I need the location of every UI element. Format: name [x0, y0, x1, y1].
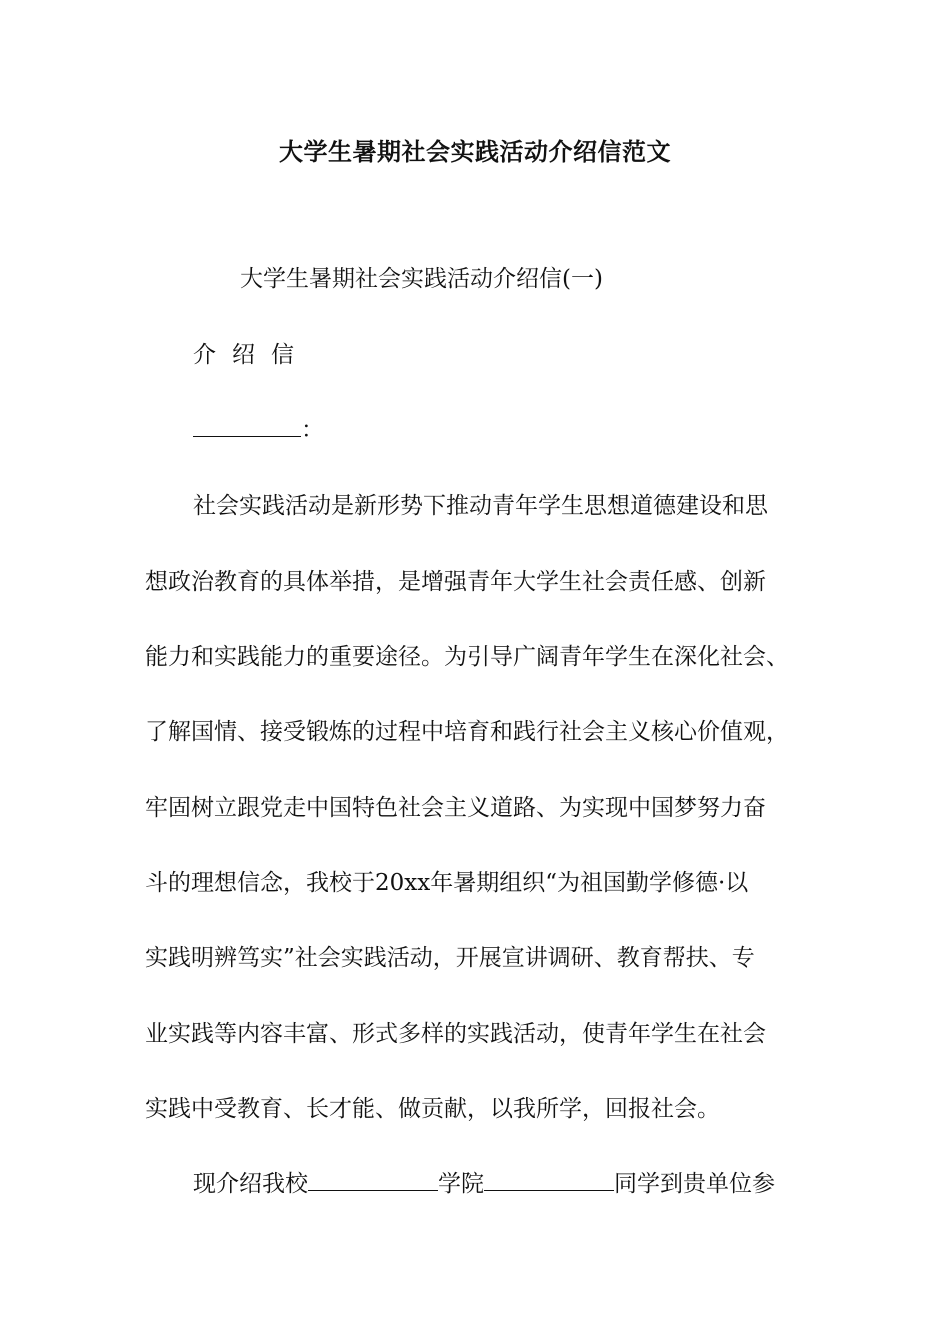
document-title: 大学生暑期社会实践活动介绍信范文 [279, 137, 671, 166]
paragraph1-line: 能力和实践能力的重要途径。为引导广阔青年学生在深化社会、 [145, 644, 789, 670]
paragraph2-line [193, 1165, 775, 1198]
paragraph1-line: 业实践等内容丰富、形式多样的实践活动，使青年学生在社会 [145, 1021, 766, 1047]
paragraph1-line: 实践中受教育、长才能、做贡献，以我所学，回报社会。 [145, 1096, 720, 1122]
recipient-blank [193, 414, 301, 437]
college-blank [308, 1168, 438, 1191]
paragraph1-line: 想政治教育的具体举措，是增强青年大学生社会责任感、创新 [145, 569, 766, 595]
paragraph1-line: 实践明辨笃实”社会实践活动，开展宣讲调研、教育帮扶、专 [145, 945, 755, 971]
college-label: 学院 [438, 1171, 484, 1197]
paragraph1-line: 社会实践活动是新形势下推动青年学生思想道德建设和思 [193, 493, 768, 519]
intro-text: 现介绍我校 [193, 1171, 308, 1197]
student-blank [484, 1168, 614, 1191]
paragraph1-line: 牢固树立跟党走中国特色社会主义道路、为实现中国梦努力奋 [145, 795, 766, 821]
salutation-colon: ： [301, 417, 324, 443]
paragraph1-line: 了解国情、接受锻炼的过程中培育和践行社会主义核心价值观， [145, 719, 789, 745]
salutation-line [193, 411, 324, 444]
paragraph1-line: 斗的理想信念，我校于20xx年暑期组织“为祖国勤学修德·以 [145, 870, 749, 896]
letter-subtitle: 大学生暑期社会实践活动介绍信(一) [240, 266, 603, 292]
visit-text: 同学到贵单位参 [614, 1171, 775, 1197]
letter-heading: 介绍信 [193, 342, 310, 368]
